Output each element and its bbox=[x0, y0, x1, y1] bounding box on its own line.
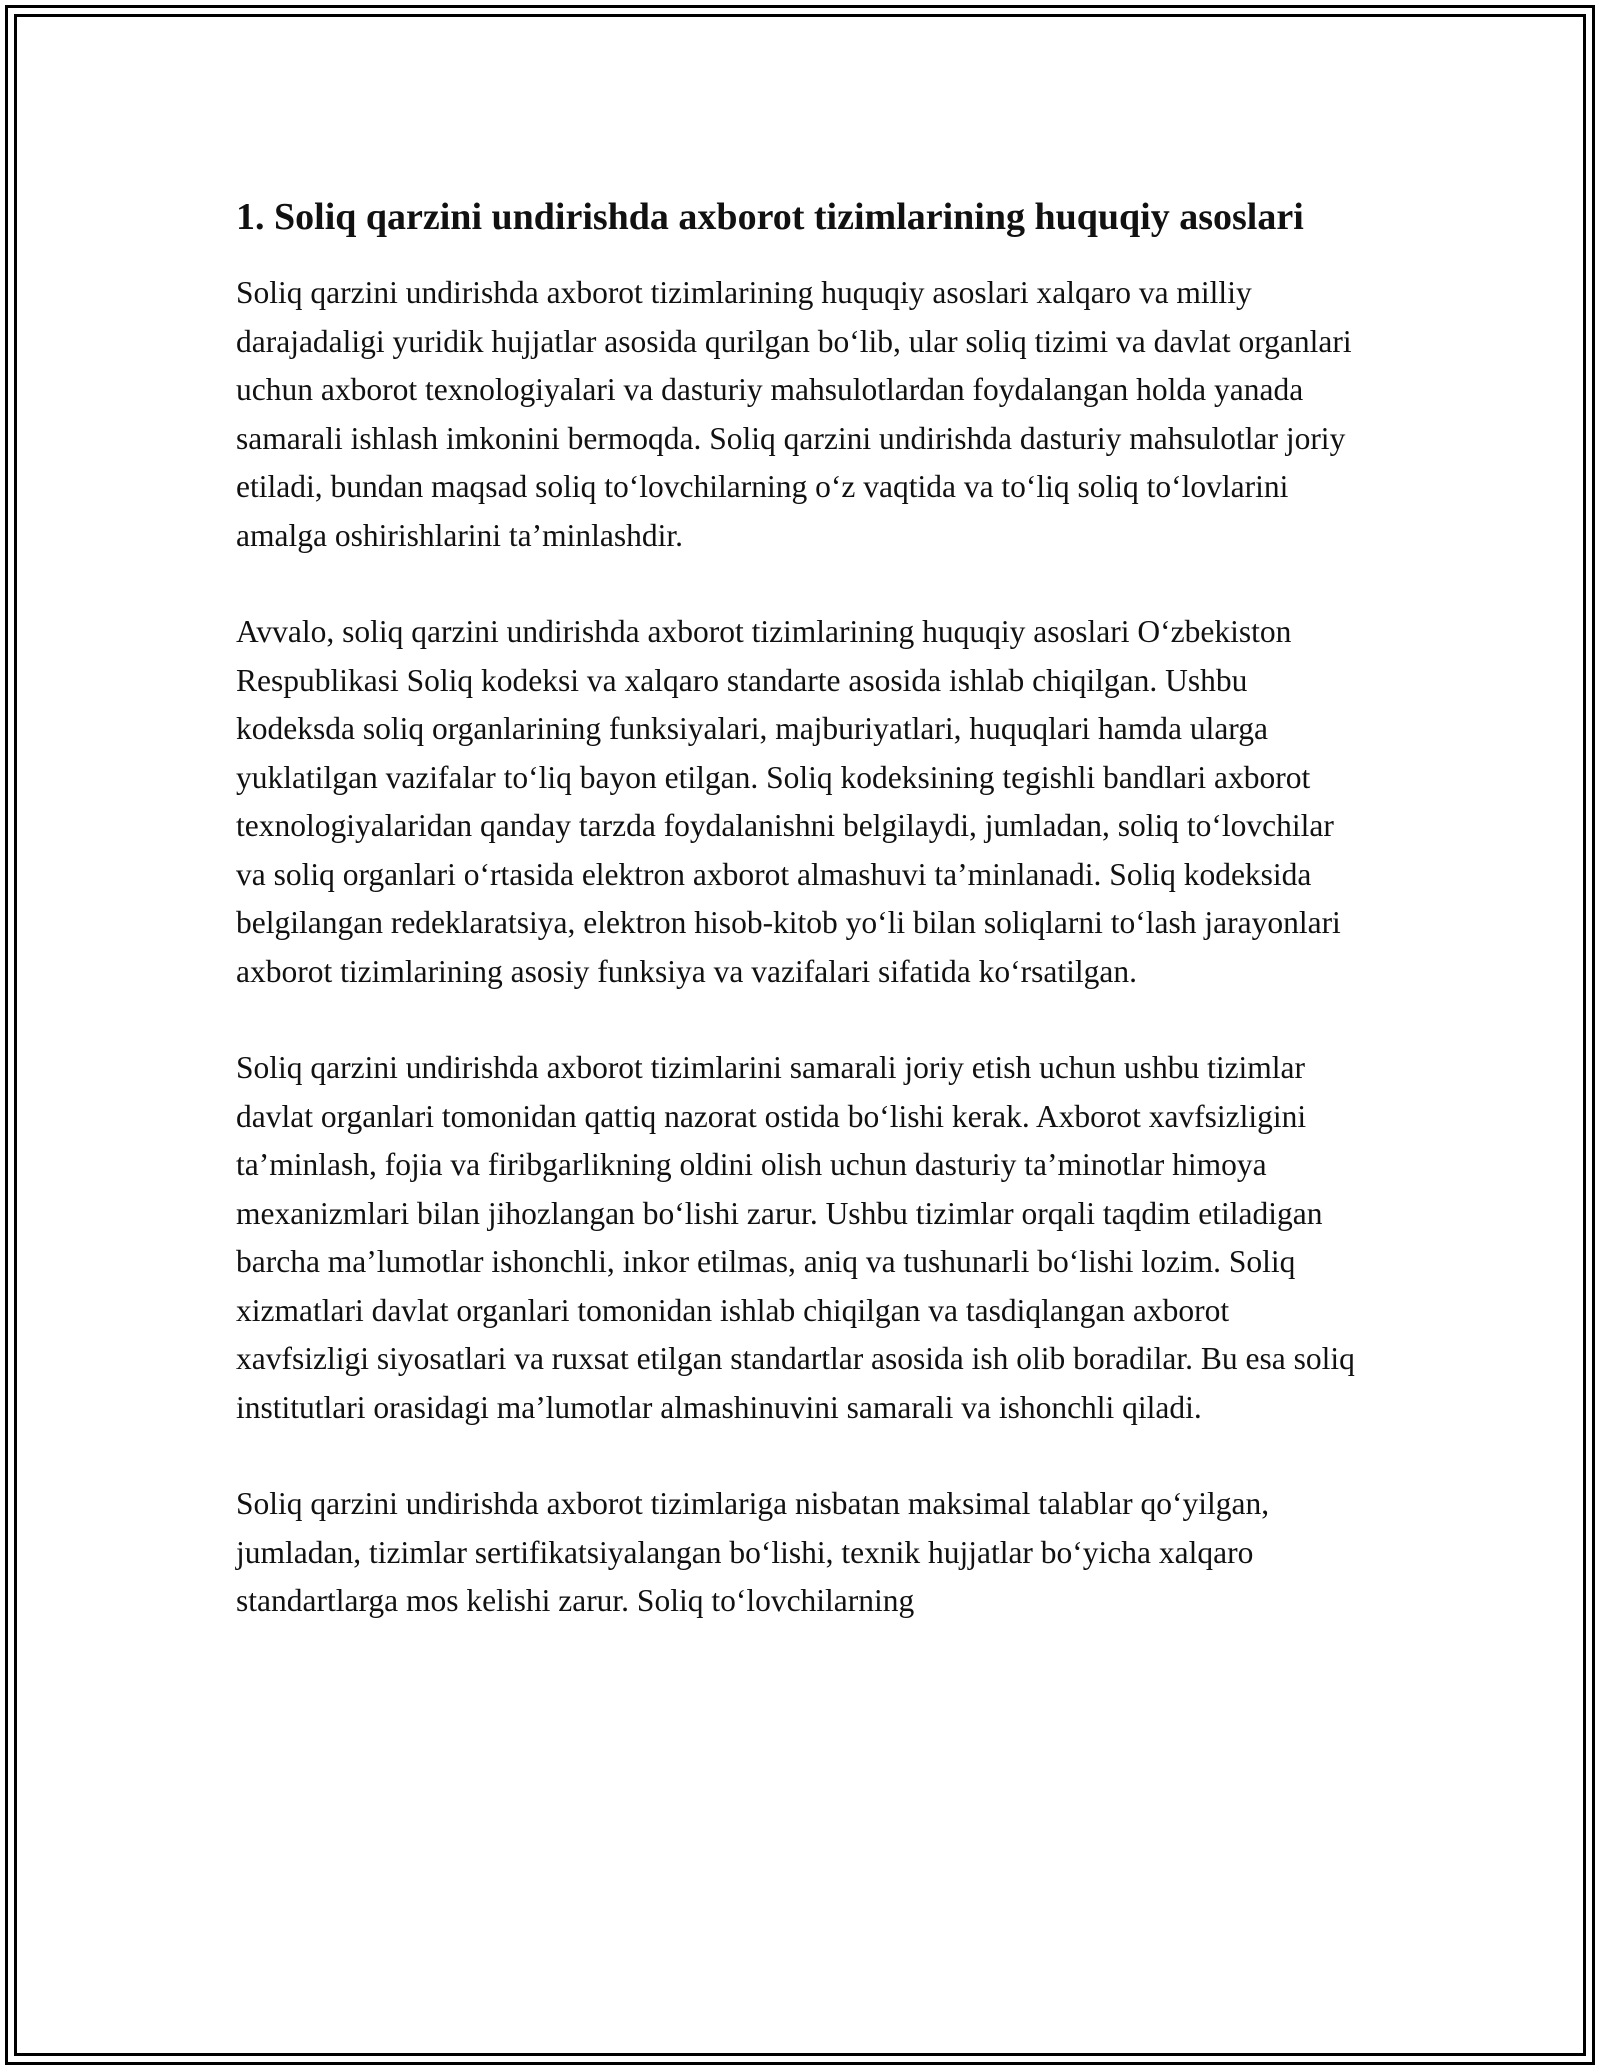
paragraph-4: Soliq qarzini undirishda axborot tizimlariga nisbatan maksimal talablar qo‘yilgan, jumladan, tizimlar sertifikatsiyalangan bo‘lishi, texnik hujjatlar bo‘yicha xalqaro standartlarga mos kelishi zarur. Soliq to‘lovchilarning bbox=[236, 1486, 1270, 1618]
section-heading: 1. Soliq qarzini undirishda axborot tizimlarining huquqiy asoslari bbox=[236, 196, 1304, 238]
document-body bbox=[236, 189, 1366, 1674]
paragraph-3: Soliq qarzini undirishda axborot tizimlarini samarali joriy etish uchun ushbu tizimlar davlat organlari tomonidan qattiq nazorat ostida bo‘lishi kerak. Axborot xavfsizligini ta’minlash, fojia va firibgarlikning oldini olish uchun dasturiy ta’minotlar himoya mexanizmlari bilan jihozlangan bo‘lishi zarur. Ushbu tizimlar orqali taqdim etiladigan barcha ma’lumotlar ishonchli, inkor etilmas, aniq va tushunarli bo‘lishi lozim. Soliq xizmatlari davlat organlari tomonidan ishlab chiqilgan va tasdiqlangan axborot xavfsizligi siyosatlari va ruxsat etilgan standartlar asosida ish olib boradilar. Bu esa soliq institutlari orasidagi ma’lumotlar almashinuvini samarali va ishonchli qiladi. bbox=[236, 1050, 1355, 1425]
paragraph-2: Avvalo, soliq qarzini undirishda axborot tizimlarining huquqiy asoslari O‘zbekiston Respublikasi Soliq kodeksi va xalqaro standarte asosida ishlab chiqilgan. Ushbu kodeksda soliq organlarining funksiyalari, majburiyatlari, huquqlari hamda ularga yuklatilgan vazifalar to‘liq bayon etilgan. Soliq kodeksining tegishli bandlari axborot texnologiyalaridan qanday tarzda foydalanishni belgilaydi, jumladan, soliq to‘lovchilar va soliq organlari o‘rtasida elektron axborot almashuvi ta’minlanadi. Soliq kodeksida belgilangan redeklaratsiya, elektron hisob-kitob yo‘li bilan soliqlarni to‘lash jarayonlari axborot tizimlarining asosiy funksiya va vazifalari sifatida ko‘rsatilgan. bbox=[236, 614, 1341, 989]
paragraph-1: Soliq qarzini undirishda axborot tizimlarining huquqiy asoslari xalqaro va milliy darajadaligi yuridik hujjatlar asosida qurilgan bo‘lib, ular soliq tizimi va davlat organlari uchun axborot texnologiyalari va dasturiy mahsulotlardan foydalangan holda yanada samarali ishlash imkonini bermoqda. Soliq qarzini undirishda dasturiy mahsulotlar joriy etiladi, bundan maqsad soliq to‘lovchilarning o‘z vaqtida va to‘liq soliq to‘lovlarini amalga oshirishlarini ta’minlashdir. bbox=[236, 275, 1352, 553]
